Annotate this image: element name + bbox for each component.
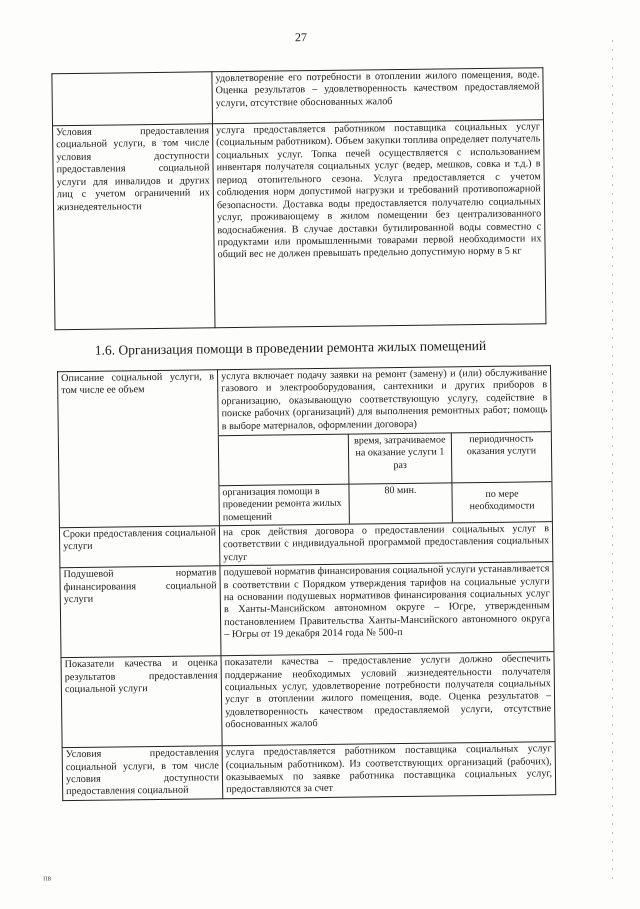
section-title: 1.6. Организация помощи в проведении ремонта жилых помещений xyxy=(94,337,487,358)
subtable-frequency: по мере необходимости xyxy=(452,482,552,522)
description-label: Описание социальной услуги, в том числе ее объем xyxy=(58,370,220,528)
quality-text: показатели качества – предоставление услуги должно обеспечить поддержание необходимых условий жизнедеятельности получателя социальных услуг, удовлетворение потребности получателя социальных услуг в отоплении жилого помещения, воде. Оценка результатов – удовлетворенность качеством предоставляемой услуги, отсутствие обоснованных жалоб xyxy=(221,652,555,746)
subtable-header-frequency: периодичность оказания услуги xyxy=(451,432,551,483)
scan-edge-artifact xyxy=(612,40,613,880)
table-row xyxy=(59,521,552,567)
subtable-item: организация помощи в проведении ремонта жилых помещений xyxy=(219,484,349,525)
table-row xyxy=(219,432,552,486)
table-cell-right: удовлетворение его потребности в отоплении жилого помещения, воде. Оценка результатов – удовлетворенность качеством предоставляемой услуги, отсутствие обоснованных жалоб xyxy=(212,68,544,124)
description-text: услуга включает подачу заявки на ремонт (замену) и (или) обслуживание газового и электрооборудования, сантехники и других приборов в организацию, оказывающую соответствующую услугу, содействие в поиске рабочих (организаций) для выполнения ремонтных работ; помощь в выборе материалов, оформлении договора) xyxy=(221,367,548,432)
conditions-label: Условия предоставления социальной услуги, в том числе условия доступности предоставления социальной услуги для инвалидов и других лиц с учетом ограничений их жизнедеятельности xyxy=(53,124,215,330)
table-row xyxy=(61,652,555,748)
table-row xyxy=(60,562,554,658)
normative-label: Подушевой норматив финансирования социальной услуги xyxy=(60,566,221,658)
page-number: 27 xyxy=(294,30,308,45)
conditions-text: услуга предоставляется работником поставщика социальных услуг (социальным работником). Объем закупки топлива определяет получатель социальных услуг. Топка печей осуществляется с использованием инвентаря получателя социальных услуг (ведер, мешков, совка и т.д.) в период отопительного сезона. Услуга предоставляется с учетом соблюдения норм допустимой нагрузки и требований противопожарной безопасности. Доставка воды предоставляется получателю социальных услуг, проживающему в жилом помещении без централизованного водоснабжения. В случае доставки бутилированной воды совместно с продуктами или промышленными товарами первой необходимости их общий вес не должен превышать предельно допустимую норму в 5 кг xyxy=(213,120,546,328)
conditions-label: Условия предоставления социальной услуги, в том числе условия доступности предоставления социальной xyxy=(62,746,223,801)
description-cell xyxy=(218,366,553,526)
subtable-time: 80 мин. xyxy=(349,483,452,523)
table-row xyxy=(62,742,556,801)
terms-label: Сроки предоставления социальной услуги xyxy=(59,525,219,567)
table-row xyxy=(53,120,546,330)
subtable-header-blank xyxy=(219,434,349,486)
conditions-text: услуга предоставляется работником поставщика социальных услуг (социальным работником). Из соответствующих организаций (рабочих), оказываемых по заявке работника поставщика социальных услуг, предоставляются за счет xyxy=(222,742,556,799)
services-table-bottom xyxy=(57,365,556,801)
quality-label: Показатели качества и оценка результатов предоставления социальной услуги xyxy=(61,656,222,748)
subtable-header-time: время, затрачиваемое на оказание услуги 1 раз xyxy=(348,433,452,484)
table-row xyxy=(219,482,551,525)
services-table-top xyxy=(51,67,546,330)
terms-text: на срок действия договора о предоставлении социальных услуг в соответствии с индивидуальной программой предоставления социальных услуг xyxy=(219,521,552,565)
normative-text: подушевой норматив финансирования социальной услуги устанавливается в соответствии с Порядком утверждения тарифов на социальные услуги на основании подушевых нормативов финансирования социальных услуг в Ханты-Мансийском автономном округе – Югре, утвержденным постановлением Правительства Ханты-Мансийского автономного округа – Югры от 19 декабря 2014 года № 500-п xyxy=(220,562,554,656)
time-norms-subtable xyxy=(219,431,552,525)
table-row xyxy=(58,366,553,528)
table-row xyxy=(52,68,544,126)
table-cell-left xyxy=(52,72,213,126)
margin-mark: пв xyxy=(43,873,52,883)
